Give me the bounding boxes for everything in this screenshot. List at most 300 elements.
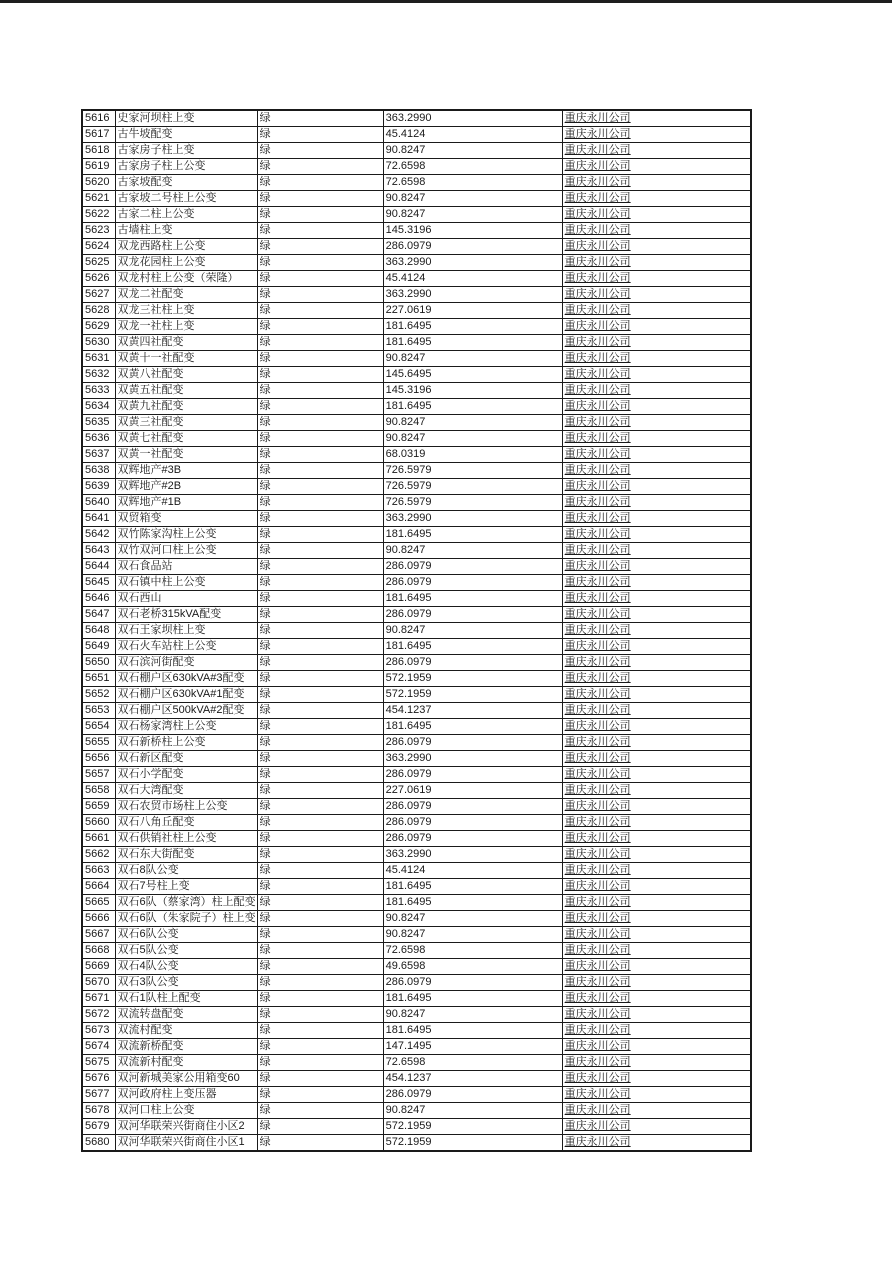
- company-link[interactable]: 重庆永川公司: [562, 495, 751, 511]
- device-name-cell: 双辉地产#3B: [115, 463, 257, 479]
- device-name-cell: 双龙花园柱上公变: [115, 255, 257, 271]
- capacity-value-cell: 286.0979: [383, 799, 562, 815]
- status-green-cell: 绿: [257, 895, 383, 911]
- company-link[interactable]: 重庆永川公司: [562, 415, 751, 431]
- company-link[interactable]: 重庆永川公司: [562, 559, 751, 575]
- status-green-cell: 绿: [257, 943, 383, 959]
- company-link[interactable]: 重庆永川公司: [562, 863, 751, 879]
- status-green-cell: 绿: [257, 767, 383, 783]
- status-green-cell: 绿: [257, 175, 383, 191]
- capacity-value-cell: 227.0619: [383, 303, 562, 319]
- status-green-cell: 绿: [257, 607, 383, 623]
- table-row: [82, 335, 751, 351]
- status-green-cell: 绿: [257, 543, 383, 559]
- device-name-cell: 双流村配变: [115, 1023, 257, 1039]
- row-id-cell: 5635: [82, 415, 115, 431]
- company-link[interactable]: 重庆永川公司: [562, 319, 751, 335]
- capacity-value-cell: 181.6495: [383, 879, 562, 895]
- device-name-cell: 双龙二社配变: [115, 287, 257, 303]
- table-row: [82, 591, 751, 607]
- row-id-cell: 5666: [82, 911, 115, 927]
- status-green-cell: 绿: [257, 127, 383, 143]
- table-row: [82, 383, 751, 399]
- status-green-cell: 绿: [257, 975, 383, 991]
- device-name-cell: 双贸箱变: [115, 511, 257, 527]
- device-name-cell: 双石供销社柱上公变: [115, 831, 257, 847]
- capacity-value-cell: 454.1237: [383, 1071, 562, 1087]
- company-link[interactable]: 重庆永川公司: [562, 1135, 751, 1152]
- device-name-cell: 史家河坝柱上变: [115, 110, 257, 127]
- status-green-cell: 绿: [257, 831, 383, 847]
- capacity-value-cell: 572.1959: [383, 687, 562, 703]
- row-id-cell: 5679: [82, 1119, 115, 1135]
- table-row: [82, 943, 751, 959]
- company-link[interactable]: 重庆永川公司: [562, 831, 751, 847]
- company-link[interactable]: 重庆永川公司: [562, 991, 751, 1007]
- company-link[interactable]: 重庆永川公司: [562, 975, 751, 991]
- row-id-cell: 5625: [82, 255, 115, 271]
- table-row: [82, 1087, 751, 1103]
- capacity-value-cell: 72.6598: [383, 159, 562, 175]
- row-id-cell: 5657: [82, 767, 115, 783]
- company-link[interactable]: 重庆永川公司: [562, 783, 751, 799]
- company-link[interactable]: 重庆永川公司: [562, 1071, 751, 1087]
- capacity-value-cell: 45.4124: [383, 127, 562, 143]
- capacity-value-cell: 72.6598: [383, 943, 562, 959]
- company-link[interactable]: 重庆永川公司: [562, 655, 751, 671]
- capacity-value-cell: 363.2990: [383, 287, 562, 303]
- capacity-value-cell: 90.8247: [383, 207, 562, 223]
- row-id-cell: 5662: [82, 847, 115, 863]
- device-name-cell: 双黄十一社配变: [115, 351, 257, 367]
- row-id-cell: 5648: [82, 623, 115, 639]
- table-row: [82, 927, 751, 943]
- row-id-cell: 5621: [82, 191, 115, 207]
- capacity-value-cell: 181.6495: [383, 335, 562, 351]
- device-name-cell: 双石5队公变: [115, 943, 257, 959]
- row-id-cell: 5673: [82, 1023, 115, 1039]
- row-id-cell: 5628: [82, 303, 115, 319]
- company-link[interactable]: 重庆永川公司: [562, 671, 751, 687]
- status-green-cell: 绿: [257, 703, 383, 719]
- status-green-cell: 绿: [257, 719, 383, 735]
- device-name-cell: 双黄九社配变: [115, 399, 257, 415]
- row-id-cell: 5640: [82, 495, 115, 511]
- capacity-value-cell: 181.6495: [383, 399, 562, 415]
- device-name-cell: 双黄八社配变: [115, 367, 257, 383]
- capacity-value-cell: 181.6495: [383, 719, 562, 735]
- status-green-cell: 绿: [257, 671, 383, 687]
- table-row: [82, 319, 751, 335]
- company-link[interactable]: 重庆永川公司: [562, 751, 751, 767]
- status-green-cell: 绿: [257, 655, 383, 671]
- company-link[interactable]: 重庆永川公司: [562, 895, 751, 911]
- row-id-cell: 5664: [82, 879, 115, 895]
- row-id-cell: 5634: [82, 399, 115, 415]
- status-green-cell: 绿: [257, 367, 383, 383]
- row-id-cell: 5627: [82, 287, 115, 303]
- table-row: [82, 767, 751, 783]
- capacity-value-cell: 145.6495: [383, 367, 562, 383]
- capacity-value-cell: 90.8247: [383, 431, 562, 447]
- device-name-cell: 双龙西路柱上公变: [115, 239, 257, 255]
- status-green-cell: 绿: [257, 351, 383, 367]
- table-row: [82, 399, 751, 415]
- row-id-cell: 5674: [82, 1039, 115, 1055]
- company-link[interactable]: 重庆永川公司: [562, 479, 751, 495]
- device-name-cell: 古家房子柱上公变: [115, 159, 257, 175]
- company-link[interactable]: 重庆永川公司: [562, 239, 751, 255]
- capacity-value-cell: 363.2990: [383, 110, 562, 127]
- capacity-value-cell: 286.0979: [383, 575, 562, 591]
- capacity-value-cell: 90.8247: [383, 1007, 562, 1023]
- status-green-cell: 绿: [257, 751, 383, 767]
- device-name-cell: 双流新桥配变: [115, 1039, 257, 1055]
- table-row: [82, 495, 751, 511]
- row-id-cell: 5678: [82, 1103, 115, 1119]
- company-link[interactable]: 重庆永川公司: [562, 367, 751, 383]
- company-link[interactable]: 重庆永川公司: [562, 303, 751, 319]
- table-row: [82, 975, 751, 991]
- status-green-cell: 绿: [257, 415, 383, 431]
- device-name-cell: 古家二柱上公变: [115, 207, 257, 223]
- device-name-cell: 双石镇中柱上公变: [115, 575, 257, 591]
- status-green-cell: 绿: [257, 847, 383, 863]
- device-name-cell: 双河政府柱上变压器: [115, 1087, 257, 1103]
- company-link[interactable]: 重庆永川公司: [562, 943, 751, 959]
- capacity-value-cell: 363.2990: [383, 751, 562, 767]
- status-green-cell: 绿: [257, 303, 383, 319]
- company-link[interactable]: 重庆永川公司: [562, 447, 751, 463]
- capacity-value-cell: 572.1959: [383, 671, 562, 687]
- capacity-value-cell: 181.6495: [383, 639, 562, 655]
- row-id-cell: 5677: [82, 1087, 115, 1103]
- table-row: [82, 863, 751, 879]
- table-row: [82, 223, 751, 239]
- company-link[interactable]: 重庆永川公司: [562, 1119, 751, 1135]
- device-name-cell: 古墙柱上变: [115, 223, 257, 239]
- company-link[interactable]: 重庆永川公司: [562, 143, 751, 159]
- status-green-cell: 绿: [257, 911, 383, 927]
- capacity-value-cell: 181.6495: [383, 991, 562, 1007]
- row-id-cell: 5680: [82, 1135, 115, 1152]
- company-link[interactable]: 重庆永川公司: [562, 511, 751, 527]
- company-link[interactable]: 重庆永川公司: [562, 335, 751, 351]
- row-id-cell: 5660: [82, 815, 115, 831]
- table-row: [82, 991, 751, 1007]
- company-link[interactable]: 重庆永川公司: [562, 207, 751, 223]
- capacity-value-cell: 49.6598: [383, 959, 562, 975]
- row-id-cell: 5650: [82, 655, 115, 671]
- device-name-cell: 双石4队公变: [115, 959, 257, 975]
- row-id-cell: 5641: [82, 511, 115, 527]
- device-name-cell: 双黄七社配变: [115, 431, 257, 447]
- status-green-cell: 绿: [257, 959, 383, 975]
- row-id-cell: 5665: [82, 895, 115, 911]
- device-name-cell: 双石滨河街配变: [115, 655, 257, 671]
- device-name-cell: 双石棚户区630kVA#1配变: [115, 687, 257, 703]
- company-link[interactable]: 重庆永川公司: [562, 399, 751, 415]
- row-id-cell: 5646: [82, 591, 115, 607]
- status-green-cell: 绿: [257, 511, 383, 527]
- table-row: [82, 159, 751, 175]
- table-row: [82, 127, 751, 143]
- device-name-cell: 双石7号柱上变: [115, 879, 257, 895]
- device-name-cell: 双石农贸市场柱上公变: [115, 799, 257, 815]
- status-green-cell: 绿: [257, 623, 383, 639]
- table-row: [82, 1023, 751, 1039]
- company-link[interactable]: 重庆永川公司: [562, 1087, 751, 1103]
- company-link[interactable]: 重庆永川公司: [562, 927, 751, 943]
- status-green-cell: 绿: [257, 110, 383, 127]
- company-link[interactable]: 重庆永川公司: [562, 687, 751, 703]
- company-link[interactable]: 重庆永川公司: [562, 383, 751, 399]
- status-green-cell: 绿: [257, 495, 383, 511]
- company-link[interactable]: 重庆永川公司: [562, 767, 751, 783]
- capacity-value-cell: 286.0979: [383, 735, 562, 751]
- capacity-value-cell: 72.6598: [383, 1055, 562, 1071]
- device-name-cell: 双石6队（朱家院子）柱上变: [115, 911, 257, 927]
- device-name-cell: 双石6队公变: [115, 927, 257, 943]
- table-row: [82, 479, 751, 495]
- company-link[interactable]: 重庆永川公司: [562, 591, 751, 607]
- device-name-cell: 双石食品站: [115, 559, 257, 575]
- table-row: [82, 143, 751, 159]
- capacity-value-cell: 286.0979: [383, 239, 562, 255]
- device-name-cell: 双河口柱上公变: [115, 1103, 257, 1119]
- row-id-cell: 5671: [82, 991, 115, 1007]
- device-name-cell: 双流转盘配变: [115, 1007, 257, 1023]
- company-link[interactable]: 重庆永川公司: [562, 175, 751, 191]
- table-row: [82, 110, 751, 127]
- device-name-cell: 古家坡二号柱上公变: [115, 191, 257, 207]
- device-name-cell: 双石八角丘配变: [115, 815, 257, 831]
- status-green-cell: 绿: [257, 159, 383, 175]
- company-link[interactable]: 重庆永川公司: [562, 255, 751, 271]
- capacity-value-cell: 72.6598: [383, 175, 562, 191]
- capacity-value-cell: 181.6495: [383, 895, 562, 911]
- status-green-cell: 绿: [257, 239, 383, 255]
- device-name-cell: 古家房子柱上变: [115, 143, 257, 159]
- company-link[interactable]: 重庆永川公司: [562, 159, 751, 175]
- status-green-cell: 绿: [257, 1087, 383, 1103]
- status-green-cell: 绿: [257, 1023, 383, 1039]
- device-name-cell: 双辉地产#2B: [115, 479, 257, 495]
- status-green-cell: 绿: [257, 383, 383, 399]
- table-row: [82, 175, 751, 191]
- table-row: [82, 1071, 751, 1087]
- status-green-cell: 绿: [257, 191, 383, 207]
- capacity-value-cell: 572.1959: [383, 1135, 562, 1152]
- row-id-cell: 5642: [82, 527, 115, 543]
- company-link[interactable]: 重庆永川公司: [562, 815, 751, 831]
- capacity-value-cell: 45.4124: [383, 863, 562, 879]
- status-green-cell: 绿: [257, 1119, 383, 1135]
- status-green-cell: 绿: [257, 431, 383, 447]
- company-link[interactable]: 重庆永川公司: [562, 1103, 751, 1119]
- table-row: [82, 511, 751, 527]
- table-row: [82, 735, 751, 751]
- status-green-cell: 绿: [257, 1071, 383, 1087]
- company-link[interactable]: 重庆永川公司: [562, 959, 751, 975]
- company-link[interactable]: 重庆永川公司: [562, 639, 751, 655]
- status-green-cell: 绿: [257, 591, 383, 607]
- capacity-value-cell: 726.5979: [383, 479, 562, 495]
- device-name-cell: 双黄一社配变: [115, 447, 257, 463]
- company-link[interactable]: 重庆永川公司: [562, 1023, 751, 1039]
- device-name-cell: 双流新村配变: [115, 1055, 257, 1071]
- row-id-cell: 5656: [82, 751, 115, 767]
- company-link[interactable]: 重庆永川公司: [562, 1055, 751, 1071]
- capacity-value-cell: 90.8247: [383, 143, 562, 159]
- row-id-cell: 5623: [82, 223, 115, 239]
- table-row: [82, 1119, 751, 1135]
- capacity-value-cell: 363.2990: [383, 847, 562, 863]
- device-name-cell: 双石大湾配变: [115, 783, 257, 799]
- table-row: [82, 959, 751, 975]
- capacity-value-cell: 454.1237: [383, 703, 562, 719]
- capacity-value-cell: 145.3196: [383, 223, 562, 239]
- table-row: [82, 703, 751, 719]
- device-name-cell: 双石6队（蔡家湾）柱上配变: [115, 895, 257, 911]
- capacity-value-cell: 286.0979: [383, 607, 562, 623]
- capacity-value-cell: 363.2990: [383, 511, 562, 527]
- device-name-cell: 双黄四社配变: [115, 335, 257, 351]
- table-row: [82, 1039, 751, 1055]
- company-link[interactable]: 重庆永川公司: [562, 223, 751, 239]
- table-row: [82, 303, 751, 319]
- device-name-cell: 双石棚户区630kVA#3配变: [115, 671, 257, 687]
- row-id-cell: 5633: [82, 383, 115, 399]
- company-link[interactable]: 重庆永川公司: [562, 703, 751, 719]
- company-link[interactable]: 重庆永川公司: [562, 543, 751, 559]
- company-link[interactable]: 重庆永川公司: [562, 607, 751, 623]
- capacity-value-cell: 68.0319: [383, 447, 562, 463]
- capacity-value-cell: 90.8247: [383, 351, 562, 367]
- capacity-value-cell: 147.1495: [383, 1039, 562, 1055]
- table-row: [82, 671, 751, 687]
- company-link[interactable]: 重庆永川公司: [562, 879, 751, 895]
- status-green-cell: 绿: [257, 335, 383, 351]
- row-id-cell: 5629: [82, 319, 115, 335]
- capacity-value-cell: 181.6495: [383, 591, 562, 607]
- row-id-cell: 5658: [82, 783, 115, 799]
- company-link[interactable]: 重庆永川公司: [562, 847, 751, 863]
- table-row: [82, 879, 751, 895]
- status-green-cell: 绿: [257, 1055, 383, 1071]
- company-link[interactable]: 重庆永川公司: [562, 287, 751, 303]
- table-row: [82, 463, 751, 479]
- row-id-cell: 5622: [82, 207, 115, 223]
- row-id-cell: 5647: [82, 607, 115, 623]
- device-name-cell: 双石新区配变: [115, 751, 257, 767]
- status-green-cell: 绿: [257, 1135, 383, 1152]
- company-link[interactable]: 重庆永川公司: [562, 351, 751, 367]
- row-id-cell: 5624: [82, 239, 115, 255]
- company-link[interactable]: 重庆永川公司: [562, 623, 751, 639]
- row-id-cell: 5636: [82, 431, 115, 447]
- row-id-cell: 5637: [82, 447, 115, 463]
- company-link[interactable]: 重庆永川公司: [562, 191, 751, 207]
- table-row: [82, 751, 751, 767]
- company-link[interactable]: 重庆永川公司: [562, 110, 751, 127]
- company-link[interactable]: 重庆永川公司: [562, 719, 751, 735]
- status-green-cell: 绿: [257, 1103, 383, 1119]
- status-green-cell: 绿: [257, 463, 383, 479]
- row-id-cell: 5653: [82, 703, 115, 719]
- device-name-cell: 双竹陈家沟柱上公变: [115, 527, 257, 543]
- company-link[interactable]: 重庆永川公司: [562, 527, 751, 543]
- status-green-cell: 绿: [257, 991, 383, 1007]
- table-row: [82, 607, 751, 623]
- row-id-cell: 5676: [82, 1071, 115, 1087]
- device-name-cell: 双石小学配变: [115, 767, 257, 783]
- row-id-cell: 5651: [82, 671, 115, 687]
- row-id-cell: 5631: [82, 351, 115, 367]
- status-green-cell: 绿: [257, 1039, 383, 1055]
- row-id-cell: 5670: [82, 975, 115, 991]
- company-link[interactable]: 重庆永川公司: [562, 271, 751, 287]
- capacity-value-cell: 90.8247: [383, 623, 562, 639]
- company-link[interactable]: 重庆永川公司: [562, 799, 751, 815]
- device-name-cell: 双龙一社柱上变: [115, 319, 257, 335]
- status-green-cell: 绿: [257, 783, 383, 799]
- table-row: [82, 895, 751, 911]
- device-name-cell: 双龙村柱上公变（荣隆）: [115, 271, 257, 287]
- capacity-value-cell: 90.8247: [383, 927, 562, 943]
- device-name-cell: 双石老桥315kVA配变: [115, 607, 257, 623]
- status-green-cell: 绿: [257, 319, 383, 335]
- company-link[interactable]: 重庆永川公司: [562, 1007, 751, 1023]
- row-id-cell: 5675: [82, 1055, 115, 1071]
- row-id-cell: 5616: [82, 110, 115, 127]
- device-name-cell: 双石王家坝柱上变: [115, 623, 257, 639]
- company-link[interactable]: 重庆永川公司: [562, 1039, 751, 1055]
- top-edge-bar: [0, 0, 892, 3]
- company-link[interactable]: 重庆永川公司: [562, 911, 751, 927]
- status-green-cell: 绿: [257, 815, 383, 831]
- row-id-cell: 5652: [82, 687, 115, 703]
- device-name-cell: 双石东大街配变: [115, 847, 257, 863]
- device-name-cell: 双石西山: [115, 591, 257, 607]
- company-link[interactable]: 重庆永川公司: [562, 575, 751, 591]
- company-link[interactable]: 重庆永川公司: [562, 431, 751, 447]
- status-green-cell: 绿: [257, 399, 383, 415]
- row-id-cell: 5655: [82, 735, 115, 751]
- status-green-cell: 绿: [257, 447, 383, 463]
- company-link[interactable]: 重庆永川公司: [562, 127, 751, 143]
- table-row: [82, 831, 751, 847]
- company-link[interactable]: 重庆永川公司: [562, 463, 751, 479]
- table-row: [82, 351, 751, 367]
- status-green-cell: 绿: [257, 575, 383, 591]
- table-row: [82, 255, 751, 271]
- company-link[interactable]: 重庆永川公司: [562, 735, 751, 751]
- table-row: [82, 447, 751, 463]
- table-row: [82, 687, 751, 703]
- status-green-cell: 绿: [257, 799, 383, 815]
- capacity-value-cell: 726.5979: [383, 495, 562, 511]
- row-id-cell: 5645: [82, 575, 115, 591]
- capacity-value-cell: 286.0979: [383, 831, 562, 847]
- table-row: [82, 1135, 751, 1152]
- capacity-value-cell: 227.0619: [383, 783, 562, 799]
- capacity-value-cell: 286.0979: [383, 815, 562, 831]
- capacity-value-cell: 363.2990: [383, 255, 562, 271]
- row-id-cell: 5668: [82, 943, 115, 959]
- table-row: [82, 783, 751, 799]
- device-name-cell: 双石3队公变: [115, 975, 257, 991]
